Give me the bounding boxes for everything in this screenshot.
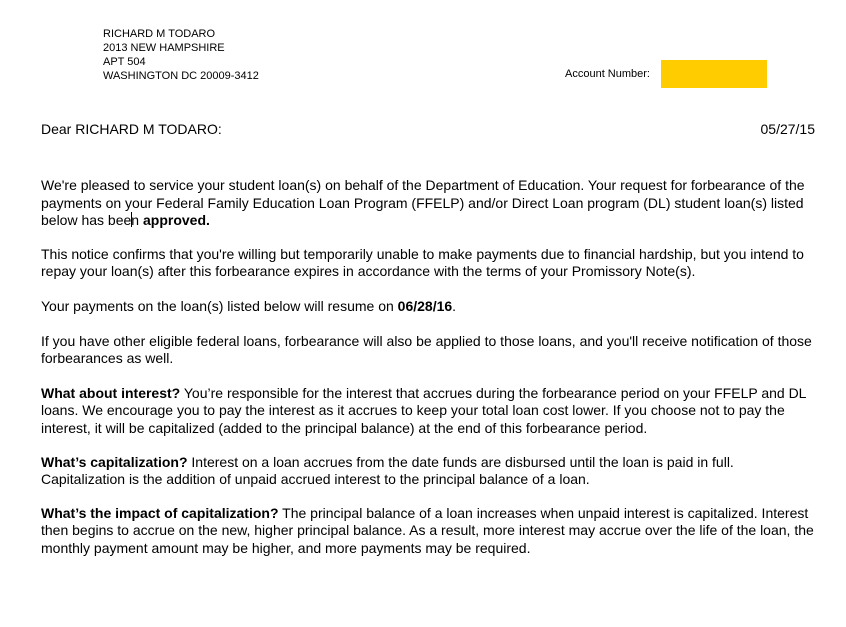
paragraph-approval-text: We're pleased to service your student loan(s) on behalf of the Department of Education. Your request for forbearance of the payments on your Federal Family Education Loan Program (FFELP) and/or Direct Loan program (DL) student loan(s) listed below has bee [41, 177, 805, 229]
paragraph-resume [41, 298, 821, 316]
capitalization-text: Interest on a loan accrues from the date funds are disbursed until the loan is paid in full. Capitalization is the addition of unpaid accrued interest to the principal balance of a loan. [41, 453, 734, 488]
account-number-redaction [661, 60, 767, 88]
address-name: RICHARD M TODARO [103, 28, 216, 40]
letter-body [41, 177, 821, 558]
paragraph-hardship: This notice confirms that you're willing but temporarily unable to make payments due to financial hardship, but you intend to repay your loan(s) after this forbearance expires in accordance with the terms of your Promissory Note(s). [41, 245, 804, 280]
salutation: Dear RICHARD M TODARO: [41, 121, 222, 137]
paragraph-resume-suffix: . [452, 297, 457, 314]
paragraph-approval [41, 177, 821, 230]
account-number [565, 60, 767, 87]
mailing-address [103, 27, 259, 83]
approved-status: approved. [142, 212, 210, 229]
letter-date: 05/27/15 [760, 121, 815, 137]
paragraph-other-loans: If you have other eligible federal loans, forbearance will also be applied to those loans, and you'll receive notification of those forbearances as well. [41, 332, 812, 367]
account-number-label: Account Number: [565, 67, 650, 80]
address-city: WASHINGTON DC 20009-3412 [103, 70, 259, 82]
impact-heading: What’s the impact of capitalization? [41, 504, 279, 521]
paragraph-capitalization [41, 454, 821, 489]
paragraph-approval-text-end: n [131, 212, 143, 229]
address-street: 2013 NEW HAMPSHIRE [103, 42, 225, 54]
interest-heading: What about interest? [41, 384, 181, 401]
capitalization-heading: What’s capitalization? [41, 453, 188, 470]
interest-text: You’re responsible for the interest that accrues during the forbearance period on your FFELP and DL loans. We encourage you to pay the interest as it accrues to keep your total loan cost lower. If you choose not to pay the interest, it will be capitalized (added to the principal balance) at the end of this forbearance period. [41, 384, 806, 436]
resume-date: 06/28/16 [397, 297, 453, 314]
paragraph-interest [41, 385, 821, 438]
address-apt: APT 504 [103, 56, 146, 68]
impact-text: The principal balance of a loan increases when unpaid interest is capitalized. Interest then begins to accrue on the new, higher principal balance. As a result, more interest may accrue over the life of the loan, the monthly payment amount may be higher, and more payments may be required. [41, 504, 814, 556]
paragraph-impact [41, 505, 821, 558]
paragraph-resume-text: Your payments on the loan(s) listed below will resume on [41, 297, 398, 314]
